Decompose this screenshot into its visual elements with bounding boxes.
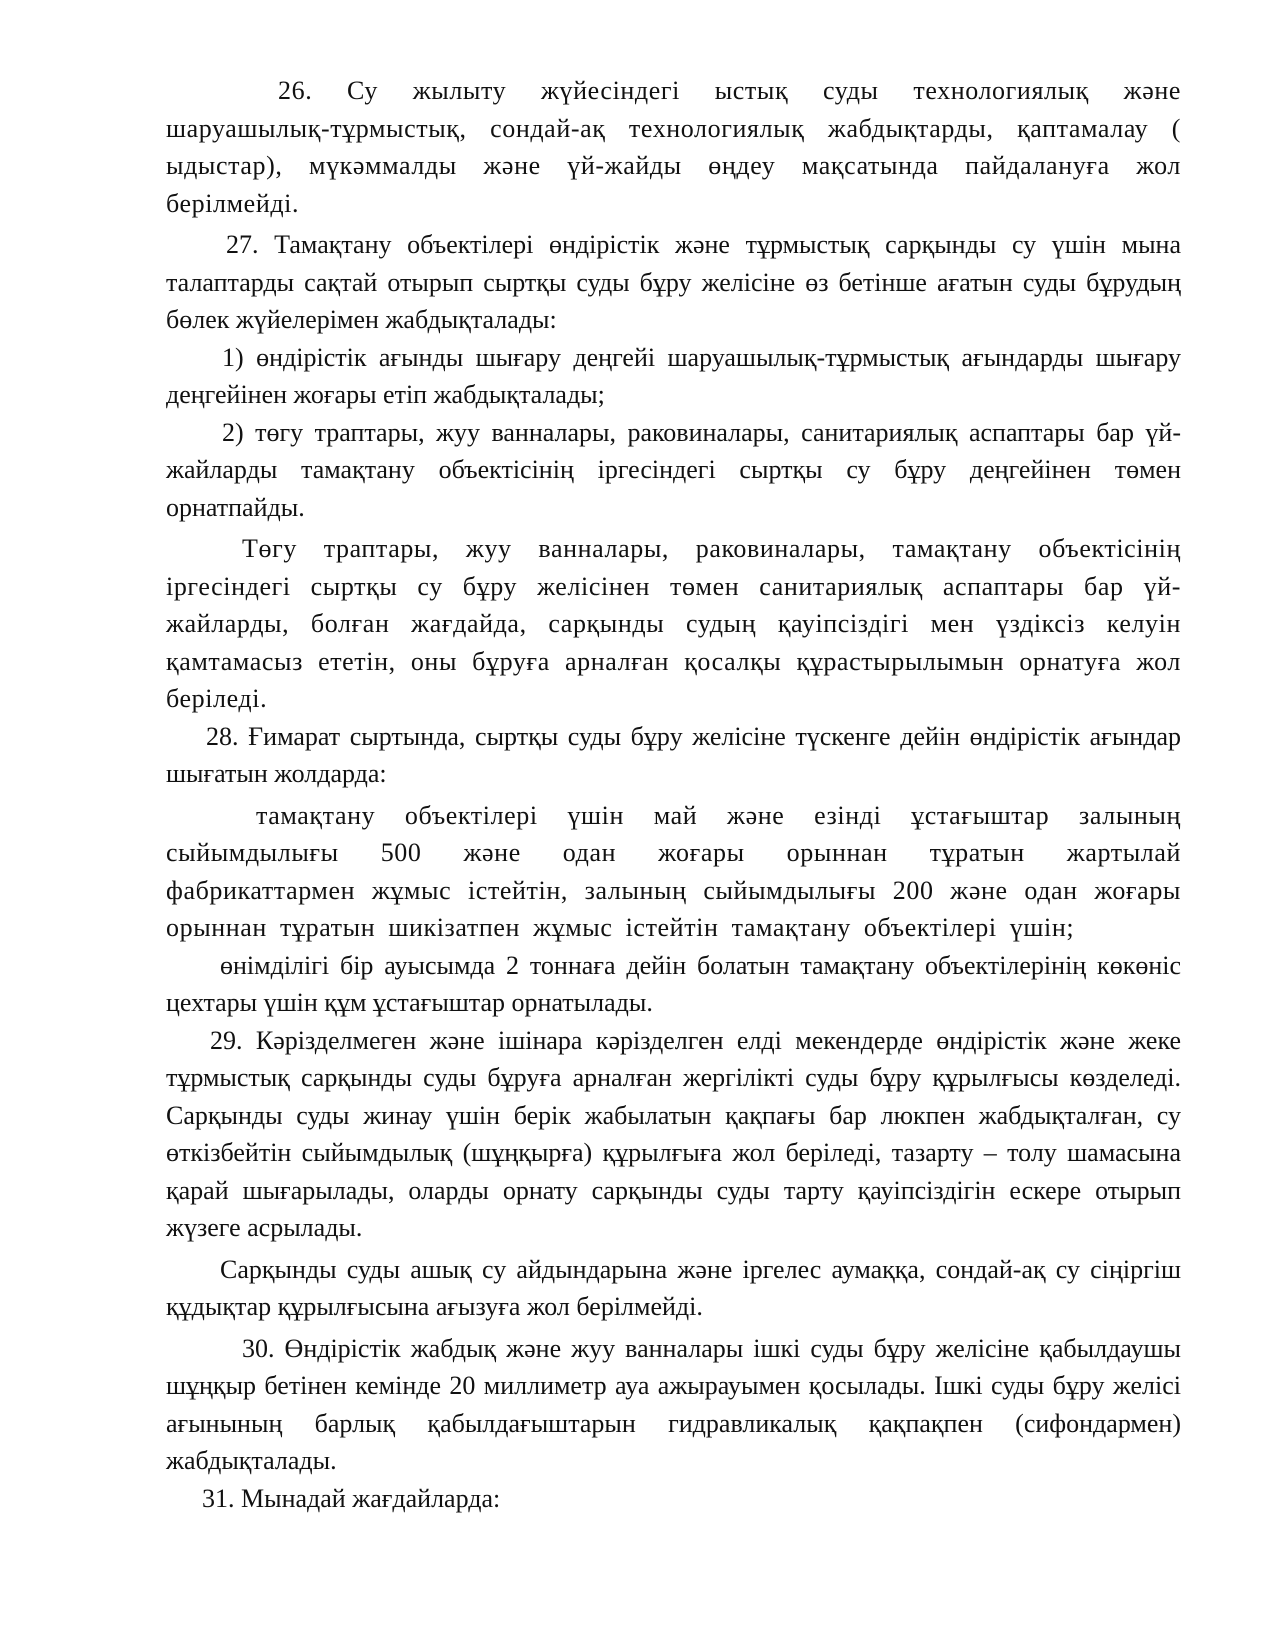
paragraph-28-sand-traps: өнімділігі бір ауысымда 2 тоннаға дейін болатын тамақтану объектілерінің көкөніс цехтары үшін құм ұстағыштар орнатылады.: [166, 950, 1181, 1017]
paragraph-28-fat-traps: тамақтану объектілері үшін май және езінді ұстағыштар залының сыйымдылығы 500 және одан жоғары орыннан тұратын жартылай фабрикаттармен жұмыс істейтін, залының сыйымдылығы 200 және одан жоғары орыннан тұратын шикізатпен жұмыс істейтін тамақтану объектілері үшін;: [166, 800, 1181, 942]
paragraph-28: 28. Ғимарат сыртында, сыртқы суды бұру желісіне түскенге дейін өндірістік ағындар шығатын жолдарда:: [166, 721, 1181, 788]
paragraph-26: 26. Су жылыту жүйесіндегі ыстық суды технологиялық және шаруашылық-тұрмыстық, сондай-ақ технологиялық жабдықтарды, қаптамалау ( ыдыстар), мүкәммалды және үй-жайды өңдеу мақсатында пайдалануға жол берілмейді.: [166, 76, 1181, 218]
document-body: [166, 72, 1181, 1517]
paragraph-27: 27. Тамақтану объектілері өндірістік және тұрмыстық сарқынды су үшін мына талаптарды сақтай отырып сыртқы суды бұру желісіне өз бетінше ағатын суды бұрудың бөлек жүйелерімен жабдықталады:: [166, 230, 1181, 334]
paragraph-27-item-1: 1) өндірістік ағынды шығару деңгейі шаруашылық-тұрмыстық ағындарды шығару деңгейінен жоғары етіп жабдықталады;: [166, 342, 1181, 409]
paragraph-31: 31. Мынадай жағдайларда:: [202, 1483, 501, 1513]
paragraph-29-discharge: Сарқынды суды ашық су айдындарына және іргелес аумаққа, сондай-ақ су сіңіргіш құдықтар құрылғысына ағызуға жол берілмейді.: [166, 1254, 1181, 1321]
paragraph-30: 30. Өндірістік жабдық және жуу ванналары ішкі суды бұру желісіне қабылдаушы шұңқыр бетінен кемінде 20 миллиметр ауа ажырауымен қосылады. Ішкі суды бұру желісі ағынының барлық қабылдағыштарын гидравликалық қақпақпен (сифондармен) жабдықталады.: [166, 1333, 1181, 1475]
paragraph-29: 29. Кәрізделмеген және ішінара кәрізделген елді мекендерде өндірістік және жеке тұрмыстық сарқынды суды бұруға арналған жергілікті суды бұру құрылғысы көзделеді. Сарқынды суды жинау үшін берік жабылатын қақпағы бар люкпен жабдықталған, су өткізбейтін сыйымдылық (шұңқырға) құрылғыға жол беріледі, тазарту – толу шамасына қарай шығарылады, оларды орнату сарқынды суды тарту қауіпсіздігін ескере отырып жүзеге асрылады.: [166, 1025, 1181, 1242]
paragraph-27-item-2: 2) төгу траптары, жуу ванналары, раковиналары, санитариялық аспаптары бар үй-жайларды тамақтану объектісінің іргесіндегі сыртқы су бұру деңгейінен төмен орнатпайды.: [166, 417, 1181, 522]
paragraph-27-note: Төгу траптары, жуу ванналары, раковиналары, тамақтану объектісінің іргесіндегі сыртқы су бұру желісінен төмен санитариялық аспаптары бар үй-жайларды, болған жағдайда, сарқынды судың қауіпсіздігі мен үздіксіз келуін қамтамасыз ететін, оны бұруға арналған қосалқы құрастырылымын орнатуға жол беріледі.: [166, 534, 1181, 713]
